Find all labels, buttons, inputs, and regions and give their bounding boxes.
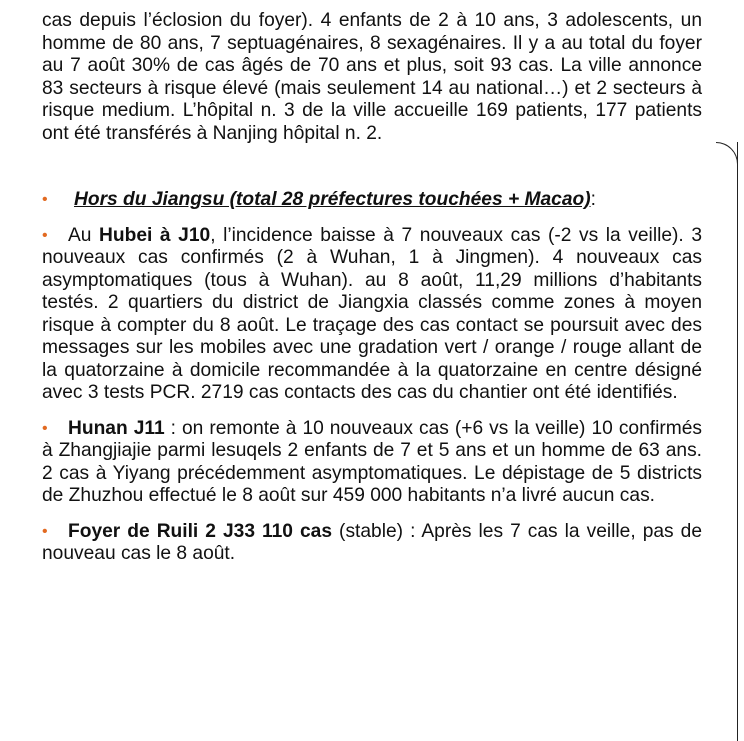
spacer xyxy=(42,405,702,418)
spacer xyxy=(42,145,702,189)
page-frame-border xyxy=(737,142,738,741)
item-text: (stable) : Après les 7 cas la veille, pas de nouveau cas le 8 août. xyxy=(42,520,702,564)
item-title: Hunan J11 xyxy=(68,417,165,439)
bullet-icon: • xyxy=(42,522,48,540)
item-text: : on remonte à 10 nouveaux cas (+6 vs la veille) 10 confirmés à Zhangjiajie parmi lesuqels 2 enfants de 7 et 5 ans et un homme de 63 ans. 2 cas à Yiyang précédemment asymptomatiques. Le dépistage de 5 districts de Zhuzhou effectué le 8 août sur 459 000 habitants n’a livré aucun cas. xyxy=(42,417,702,506)
item-ruili xyxy=(42,521,702,566)
intro-paragraph: cas depuis l’éclosion du foyer). 4 enfants de 2 à 10 ans, 3 adolescents, un homme de 80 ans, 7 septuagénaires, 8 sexagénaires. Il y a au total du foyer au 7 août 30% de cas âgés de 70 ans et plus, soit 93 cas. La ville annonce 83 secteurs à risque élevé (mais seulement 14 au national…) et 2 secteurs à risque medium. L’hôpital n. 3 de la ville accueille 169 patients, 177 patients ont été transférés à Nanjing hôpital n. 2. xyxy=(42,10,702,144)
item-text: , l’incidence baisse à 7 nouveaux cas (-2 vs la veille). 3 nouveaux cas confirmés (2 à Wuhan, 1 à Jingmen). 4 nouveaux cas asymptomatiques (tous à Wuhan). au 8 août, 11,29 millions d’habitants testés. 2 quartiers du district de Jiangxia classés comme zones à moyen risque à compter du 8 août. Le traçage des cas contact se poursuit avec des messages sur les mobiles avec une gradation vert / orange / rouge allant de la quatorzaine à domicile recommandée à la quatorzaine en centre désigné avec 3 tests PCR. 2719 cas contacts des cas du chantier ont été identifiés. xyxy=(42,224,702,403)
item-title: Foyer de Ruili 2 J33 110 cas xyxy=(68,520,333,542)
bullet-icon: • xyxy=(42,191,48,208)
item-title: Hubei à J10 xyxy=(99,224,211,246)
bullet-icon: • xyxy=(42,419,48,437)
item-hubei xyxy=(42,225,702,405)
spacer xyxy=(42,508,702,521)
page-frame-corner xyxy=(716,142,738,172)
section-heading-line xyxy=(42,189,702,212)
spacer xyxy=(42,212,702,225)
section-heading: Hors du Jiangsu (total 28 préfectures touchées + Macao) xyxy=(74,189,591,210)
bullet-icon: • xyxy=(42,226,48,244)
document-body xyxy=(42,10,702,566)
item-lead: Au xyxy=(68,224,100,246)
item-hunan xyxy=(42,418,702,508)
section-heading-colon: : xyxy=(590,189,596,210)
